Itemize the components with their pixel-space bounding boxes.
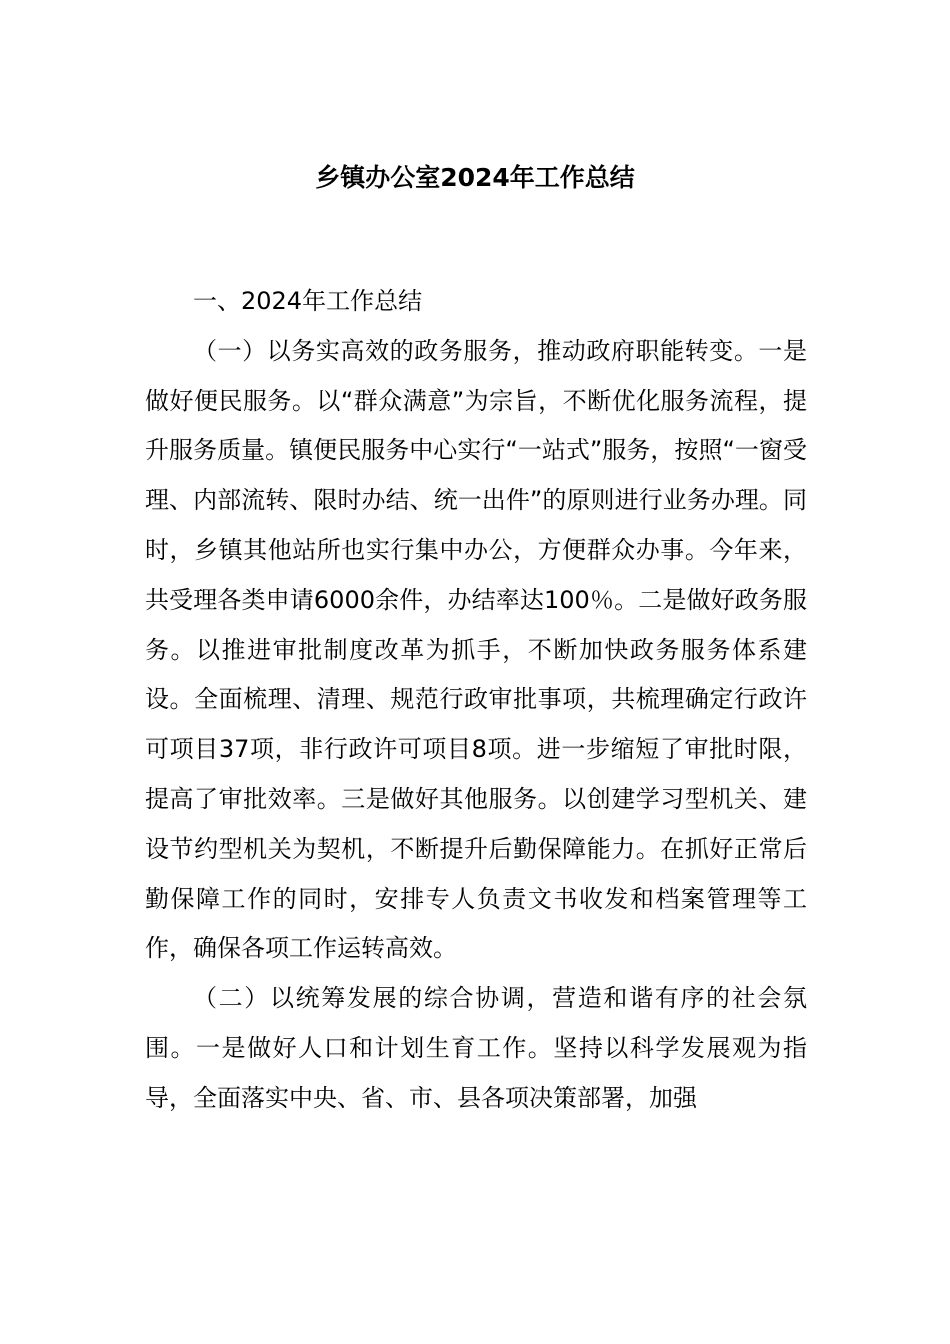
paragraph-2: （二）以统筹发展的综合协调，营造和谐有序的社会氛围。一是做好人口和计划生育工作。坚持以科学发展观为指导，全面落实中央、省、市、县各项决策部署，加强 — [145, 984, 807, 1112]
section-heading: 一、2024年工作总结 — [193, 287, 423, 315]
paragraph-1: （一）以务实高效的政务服务，推动政府职能转变。一是做好便民服务。以“群众满意”为宗旨，不断优化服务流程，提升服务质量。镇便民服务中心实行“一站式”服务，按照“一窗受理、内部流转、限时办结、统一出件”的原则进行业务办理。同时，乡镇其他站所也实行集中办公，方便群众办事。今年来，共受理各类申请6000余件，办结率达100％。二是做好政务服务。以推进审批制度改革为抓手，不断加快政务服务体系建设。全面梳理、清理、规范行政审批事项，共梳理确定行政许可项目37项，非行政许可项目8项。进一步缩短了审批时限，提高了审批效率。三是做好其他服务。以创建学习型机关、建设节约型机关为契机，不断提升后勤保障能力。在抓好正常后勤保障工作的同时，安排专人负责文书收发和档案管理等工作，确保各项工作运转高效。 — [145, 336, 807, 963]
document-body — [145, 277, 807, 1124]
document-title: 乡镇办公室2024年工作总结 — [315, 163, 635, 192]
